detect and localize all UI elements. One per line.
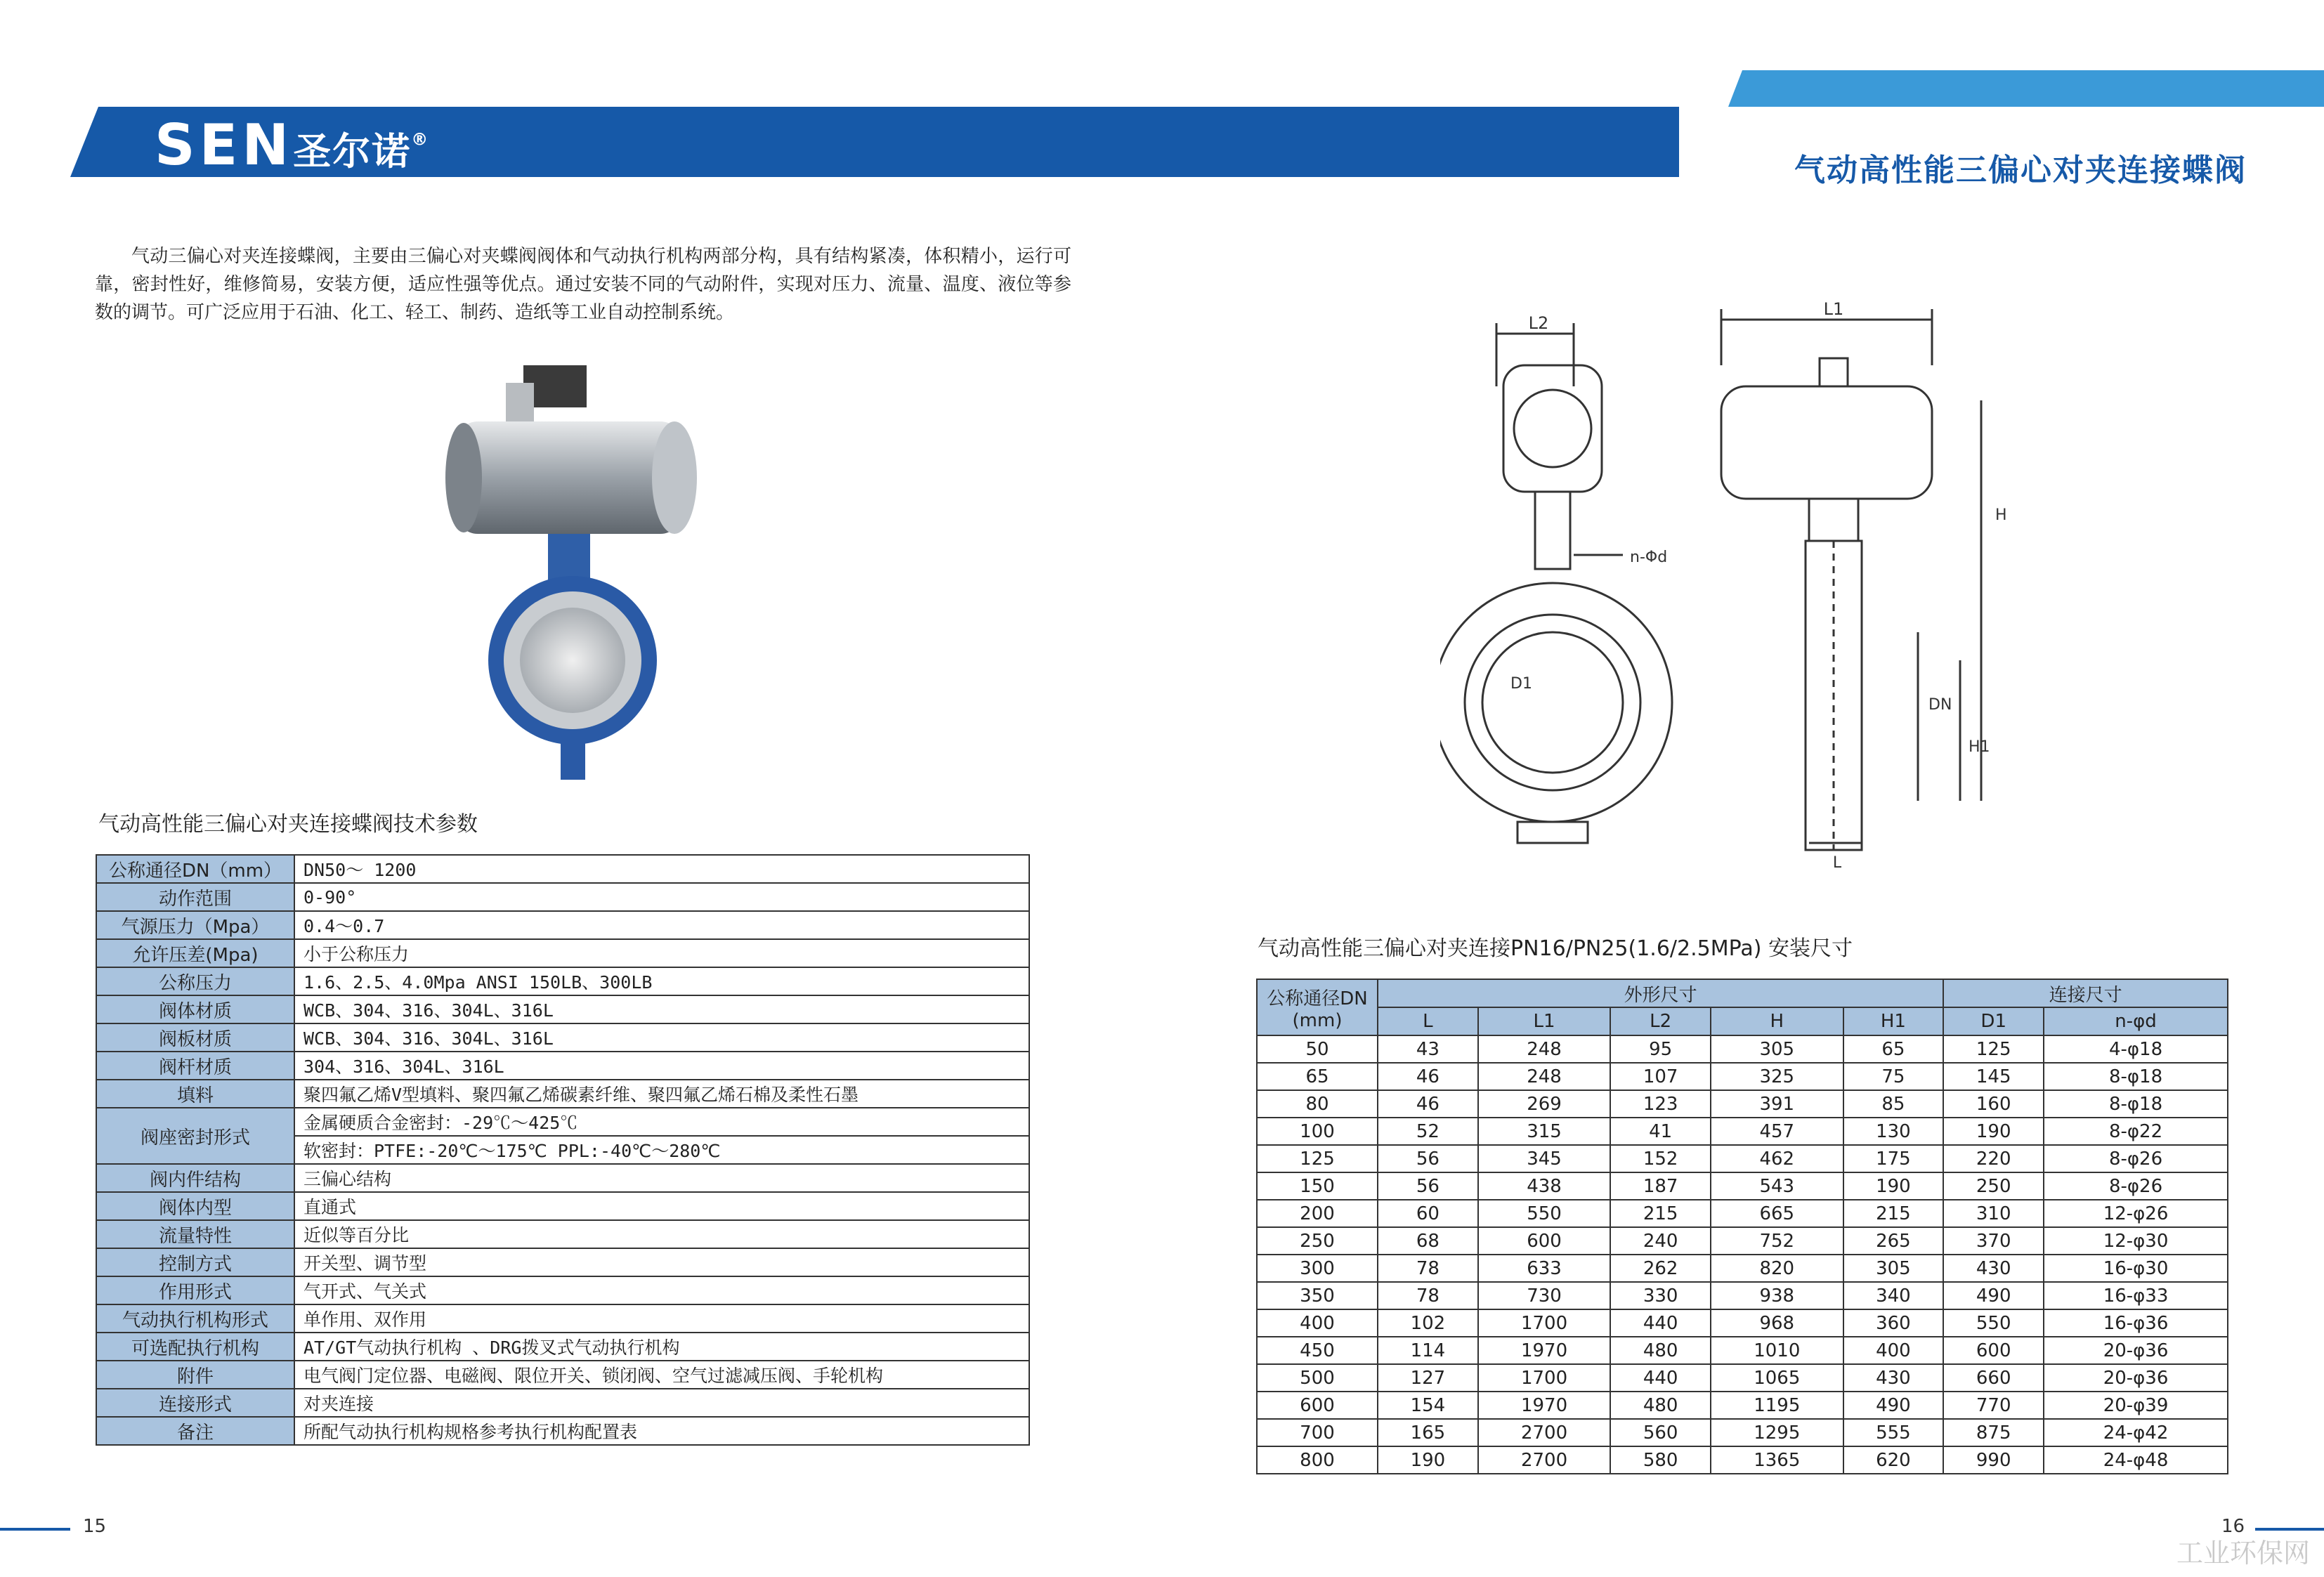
spec-value: 0-90° [294, 883, 1029, 911]
dims-cell: 65 [1257, 1063, 1378, 1090]
dims-cell: 600 [1257, 1392, 1378, 1419]
dims-cell: 24-φ42 [2044, 1419, 2228, 1446]
spec-row [96, 1220, 1029, 1248]
spec-value: WCB、304、316、304L、316L [294, 995, 1029, 1023]
head-dn: 公称通径DN [1267, 988, 1368, 1009]
dims-cell: 2700 [1478, 1446, 1610, 1474]
spec-table [96, 854, 1030, 1446]
spec-key: 附件 [96, 1361, 294, 1389]
spec-row [96, 1417, 1029, 1445]
dims-cell: 220 [1943, 1145, 2044, 1172]
spec-value: 软密封：PTFE:-20℃～175℃ PPL:-40℃～280℃ [294, 1136, 1029, 1164]
dims-cell: 315 [1478, 1118, 1610, 1145]
spec-value: 直通式 [294, 1192, 1029, 1220]
spec-key: 备注 [96, 1417, 294, 1445]
spec-title: 气动高性能三偏心对夹连接蝶阀技术参数 [98, 812, 478, 837]
label-h1: H1 [1969, 738, 1990, 756]
dims-cell: 400 [1257, 1309, 1378, 1337]
dims-row [1257, 1446, 2228, 1474]
dims-cell: 500 [1257, 1364, 1378, 1392]
dims-cell: 8-φ26 [2044, 1145, 2228, 1172]
spec-value: 304、316、304L、316L [294, 1052, 1029, 1080]
dims-cell: 462 [1711, 1145, 1843, 1172]
spec-key: 气源压力（Mpa） [96, 911, 294, 939]
dims-cell: 16-φ30 [2044, 1255, 2228, 1282]
dims-cell: 165 [1378, 1419, 1478, 1446]
head-mm: (mm) [1292, 1009, 1343, 1031]
dims-cell: 700 [1257, 1419, 1378, 1446]
dims-col-header: L1 [1478, 1007, 1610, 1035]
spec-row [96, 883, 1029, 911]
dims-cell: 350 [1257, 1282, 1378, 1309]
dims-row [1257, 1337, 2228, 1364]
dims-cell: 990 [1943, 1446, 2044, 1474]
dims-cell: 16-φ36 [2044, 1309, 2228, 1337]
dims-col-header: H [1711, 1007, 1843, 1035]
dims-cell: 345 [1478, 1145, 1610, 1172]
dims-row [1257, 1035, 2228, 1063]
label-d1: D1 [1510, 675, 1532, 693]
spec-row [96, 967, 1029, 995]
dims-cell: 730 [1478, 1282, 1610, 1309]
dims-cell: 240 [1610, 1227, 1711, 1255]
dims-cell: 600 [1478, 1227, 1610, 1255]
dims-cell: 85 [1843, 1090, 1944, 1118]
dims-col-header: L2 [1610, 1007, 1711, 1035]
dims-cell: 150 [1257, 1172, 1378, 1200]
dims-row [1257, 1392, 2228, 1419]
dims-cell: 130 [1843, 1118, 1944, 1145]
dims-cell: 160 [1943, 1090, 2044, 1118]
dims-cell: 100 [1257, 1118, 1378, 1145]
spec-key: 阀内件结构 [96, 1164, 294, 1192]
dims-cell: 248 [1478, 1035, 1610, 1063]
dims-cell: 215 [1843, 1200, 1944, 1227]
spec-key: 控制方式 [96, 1248, 294, 1276]
dims-cell: 450 [1257, 1337, 1378, 1364]
spec-row [96, 1164, 1029, 1192]
dims-cell: 20-φ36 [2044, 1337, 2228, 1364]
spec-key: 阀板材质 [96, 1023, 294, 1052]
dims-cell: 440 [1610, 1309, 1711, 1337]
dims-cell: 400 [1843, 1337, 1944, 1364]
spec-row [96, 939, 1029, 967]
dims-cell: 190 [1843, 1172, 1944, 1200]
label-l: L [1832, 854, 1842, 872]
dims-cell: 46 [1378, 1090, 1478, 1118]
spec-value: 单作用、双作用 [294, 1304, 1029, 1333]
spec-row [96, 1304, 1029, 1333]
dims-cell: 78 [1378, 1282, 1478, 1309]
dims-row [1257, 1172, 2228, 1200]
dims-cell: 490 [1943, 1282, 2044, 1309]
dims-cell: 154 [1378, 1392, 1478, 1419]
spec-row [96, 1361, 1029, 1389]
dims-cell: 102 [1378, 1309, 1478, 1337]
dims-row [1257, 1118, 2228, 1145]
spec-value: 开关型、调节型 [294, 1248, 1029, 1276]
spec-row [96, 855, 1029, 883]
spec-value: 金属硬质合金密封：-29℃～425℃ [294, 1108, 1029, 1136]
spec-row [96, 1023, 1029, 1052]
dims-cell: 78 [1378, 1255, 1478, 1282]
dims-cell: 250 [1943, 1172, 2044, 1200]
dims-cell: 330 [1610, 1282, 1711, 1309]
dims-cell: 248 [1478, 1063, 1610, 1090]
dims-cell: 752 [1711, 1227, 1843, 1255]
dims-cell: 265 [1843, 1227, 1944, 1255]
dims-cell: 187 [1610, 1172, 1711, 1200]
logo-cn: 圣尔诺 [293, 129, 412, 174]
dims-cell: 550 [1478, 1200, 1610, 1227]
dims-cell: 370 [1943, 1227, 2044, 1255]
dims-cell: 12-φ30 [2044, 1227, 2228, 1255]
dims-cell: 8-φ18 [2044, 1063, 2228, 1090]
page-number-left: 15 [83, 1516, 107, 1537]
dims-cell: 360 [1843, 1309, 1944, 1337]
dims-row [1257, 1227, 2228, 1255]
dims-cell: 250 [1257, 1227, 1378, 1255]
intro-paragraph: 气动三偏心对夹连接蝶阀，主要由三偏心对夹蝶阀阀体和气动执行机构两部分构，具有结构紧凑，体积精小，运行可靠，密封性好，维修简易，安装方便，适应性强等优点。通过安装不同的气动附件，实现对压力、流量、温度、液位等参数的调节。可广泛应用于石油、化工、轻工、制药、造纸等工业自动控制系统。 [95, 246, 1071, 323]
spec-row [96, 1276, 1029, 1304]
dims-cell: 190 [1943, 1118, 2044, 1145]
dims-cell: 125 [1943, 1035, 2044, 1063]
spec-value: 三偏心结构 [294, 1164, 1029, 1192]
dims-cell: 550 [1943, 1309, 2044, 1337]
spec-row [96, 1389, 1029, 1417]
dims-cell: 1970 [1478, 1337, 1610, 1364]
dims-cell: 1195 [1711, 1392, 1843, 1419]
dims-cell: 60 [1378, 1200, 1478, 1227]
dims-cell: 600 [1943, 1337, 2044, 1364]
dims-cell: 20-φ36 [2044, 1364, 2228, 1392]
dims-cell: 68 [1378, 1227, 1478, 1255]
dims-table [1256, 979, 2228, 1474]
dims-cell: 633 [1478, 1255, 1610, 1282]
dims-cell: 1365 [1711, 1446, 1843, 1474]
label-h: H [1995, 506, 2007, 524]
dims-cell: 430 [1843, 1364, 1944, 1392]
dims-cell: 12-φ26 [2044, 1200, 2228, 1227]
head-dn-cell [1257, 979, 1378, 1035]
spec-value: 对夹连接 [294, 1389, 1029, 1417]
dims-cell: 175 [1843, 1145, 1944, 1172]
dims-cell: 95 [1610, 1035, 1711, 1063]
spec-row [96, 1052, 1029, 1080]
dims-cell: 56 [1378, 1172, 1478, 1200]
dims-cell: 305 [1843, 1255, 1944, 1282]
spec-key: 阀体内型 [96, 1192, 294, 1220]
dims-cell: 114 [1378, 1337, 1478, 1364]
dims-col-header: H1 [1843, 1007, 1944, 1035]
spec-key: 流量特性 [96, 1220, 294, 1248]
spec-row [96, 995, 1029, 1023]
dims-cell: 457 [1711, 1118, 1843, 1145]
dims-cell: 50 [1257, 1035, 1378, 1063]
dims-col-header: D1 [1943, 1007, 2044, 1035]
label-nphid: n-Φd [1630, 549, 1668, 566]
watermark: 工业环保网 [2176, 1538, 2310, 1569]
dims-cell: 20-φ39 [2044, 1392, 2228, 1419]
label-l2: L2 [1528, 313, 1549, 333]
product-photo [443, 351, 710, 808]
spec-row [96, 1192, 1029, 1220]
logo-reg: ® [411, 129, 433, 150]
dims-row [1257, 1063, 2228, 1090]
dims-row [1257, 1200, 2228, 1227]
dims-cell: 127 [1378, 1364, 1478, 1392]
dims-cell: 300 [1257, 1255, 1378, 1282]
spec-row [96, 1108, 1029, 1136]
page-number-right: 16 [2221, 1516, 2245, 1537]
head-conn: 连接尺寸 [1943, 979, 2228, 1007]
dims-cell: 16-φ33 [2044, 1282, 2228, 1309]
dims-cell: 41 [1610, 1118, 1711, 1145]
dims-cell: 560 [1610, 1419, 1711, 1446]
dims-cell: 490 [1843, 1392, 1944, 1419]
spec-row [96, 1248, 1029, 1276]
footer-line-right [2255, 1528, 2324, 1531]
dims-cell: 269 [1478, 1090, 1610, 1118]
spec-key: 可选配执行机构 [96, 1333, 294, 1361]
dims-cell: 1295 [1711, 1419, 1843, 1446]
dims-cell: 480 [1610, 1392, 1711, 1419]
dims-cell: 1700 [1478, 1309, 1610, 1337]
dims-cell: 215 [1610, 1200, 1711, 1227]
spec-value: AT/GT气动执行机构 、DRG拨叉式气动执行机构 [294, 1333, 1029, 1361]
spec-row [96, 1333, 1029, 1361]
brand-logo [155, 112, 432, 178]
spec-value: 1.6、2.5、4.0Mpa ANSI 150LB、300LB [294, 967, 1029, 995]
dims-cell: 75 [1843, 1063, 1944, 1090]
dims-row [1257, 1309, 2228, 1337]
page-title: 气动高性能三偏心对夹连接蝶阀 [1794, 152, 2247, 188]
dims-cell: 8-φ18 [2044, 1090, 2228, 1118]
dims-cell: 123 [1610, 1090, 1711, 1118]
spec-value: WCB、304、316、304L、316L [294, 1023, 1029, 1052]
dims-row [1257, 1145, 2228, 1172]
head-outer: 外形尺寸 [1378, 979, 1943, 1007]
dims-cell: 310 [1943, 1200, 2044, 1227]
dims-cell: 107 [1610, 1063, 1711, 1090]
dims-row [1257, 1282, 2228, 1309]
spec-value: 所配气动执行机构规格参考执行机构配置表 [294, 1417, 1029, 1445]
dims-cell: 1065 [1711, 1364, 1843, 1392]
dims-cell: 52 [1378, 1118, 1478, 1145]
dims-cell: 56 [1378, 1145, 1478, 1172]
dims-cell: 340 [1843, 1282, 1944, 1309]
dims-row [1257, 1419, 2228, 1446]
dims-row [1257, 1364, 2228, 1392]
spec-key: 动作范围 [96, 883, 294, 911]
spec-key: 允许压差(Mpa) [96, 939, 294, 967]
dims-cell: 938 [1711, 1282, 1843, 1309]
dims-cell: 770 [1943, 1392, 2044, 1419]
spec-value: 0.4～0.7 [294, 911, 1029, 939]
dims-cell: 580 [1610, 1446, 1711, 1474]
spec-key: 公称压力 [96, 967, 294, 995]
spec-key: 阀体材质 [96, 995, 294, 1023]
dims-row [1257, 1255, 2228, 1282]
label-l1: L1 [1823, 299, 1844, 319]
dims-cell: 800 [1257, 1446, 1378, 1474]
dims-cell: 65 [1843, 1035, 1944, 1063]
dims-cell: 968 [1711, 1309, 1843, 1337]
spec-key: 阀座密封形式 [96, 1108, 294, 1164]
dims-cell: 190 [1378, 1446, 1478, 1474]
dims-cell: 665 [1711, 1200, 1843, 1227]
spec-value: 小于公称压力 [294, 939, 1029, 967]
dims-cell: 125 [1257, 1145, 1378, 1172]
spec-value: 聚四氟乙烯V型填料、聚四氟乙烯碳素纤维、聚四氟乙烯石棉及柔性石墨 [294, 1080, 1029, 1108]
dims-cell: 1970 [1478, 1392, 1610, 1419]
spec-value: DN50～ 1200 [294, 855, 1029, 883]
dims-cell: 200 [1257, 1200, 1378, 1227]
dims-title: 气动高性能三偏心对夹连接PN16/PN25(1.6/2.5MPa) 安装尺寸 [1258, 936, 1853, 961]
dims-cell: 430 [1943, 1255, 2044, 1282]
dims-cell: 43 [1378, 1035, 1478, 1063]
dims-cell: 2700 [1478, 1419, 1610, 1446]
dims-cell: 480 [1610, 1337, 1711, 1364]
spec-key: 连接形式 [96, 1389, 294, 1417]
dims-cell: 391 [1711, 1090, 1843, 1118]
intro-text [95, 242, 1071, 327]
spec-key: 公称通径DN（mm） [96, 855, 294, 883]
technical-drawing [1440, 295, 2044, 878]
dims-cell: 820 [1711, 1255, 1843, 1282]
spec-value: 电气阀门定位器、电磁阀、限位开关、锁闭阀、空气过滤减压阀、手轮机构 [294, 1361, 1029, 1389]
dims-row [1257, 1090, 2228, 1118]
dims-cell: 875 [1943, 1419, 2044, 1446]
label-dn: DN [1928, 696, 1952, 714]
dims-cell: 152 [1610, 1145, 1711, 1172]
spec-value: 气开式、气关式 [294, 1276, 1029, 1304]
footer-line-left [0, 1528, 70, 1531]
dims-cell: 1010 [1711, 1337, 1843, 1364]
logo-text: SEN [155, 112, 294, 178]
spec-key: 作用形式 [96, 1276, 294, 1304]
dims-cell: 440 [1610, 1364, 1711, 1392]
dims-cell: 145 [1943, 1063, 2044, 1090]
dims-cell: 555 [1843, 1419, 1944, 1446]
spec-key: 气动执行机构形式 [96, 1304, 294, 1333]
dims-cell: 1700 [1478, 1364, 1610, 1392]
dims-cell: 325 [1711, 1063, 1843, 1090]
dims-cell: 305 [1711, 1035, 1843, 1063]
spec-row [96, 911, 1029, 939]
dims-cell: 80 [1257, 1090, 1378, 1118]
dims-cell: 620 [1843, 1446, 1944, 1474]
dims-cell: 8-φ22 [2044, 1118, 2228, 1145]
dims-cell: 8-φ26 [2044, 1172, 2228, 1200]
dims-col-header: L [1378, 1007, 1478, 1035]
dims-cell: 543 [1711, 1172, 1843, 1200]
dims-cell: 4-φ18 [2044, 1035, 2228, 1063]
dims-cell: 24-φ48 [2044, 1446, 2228, 1474]
dims-cell: 262 [1610, 1255, 1711, 1282]
dims-col-header: n-φd [2044, 1007, 2228, 1035]
spec-key: 填料 [96, 1080, 294, 1108]
dims-cell: 438 [1478, 1172, 1610, 1200]
spec-value: 近似等百分比 [294, 1220, 1029, 1248]
spec-row [96, 1080, 1029, 1108]
header-accent-band [1728, 70, 2324, 107]
dims-cell: 660 [1943, 1364, 2044, 1392]
spec-key: 阀杆材质 [96, 1052, 294, 1080]
dims-cell: 46 [1378, 1063, 1478, 1090]
